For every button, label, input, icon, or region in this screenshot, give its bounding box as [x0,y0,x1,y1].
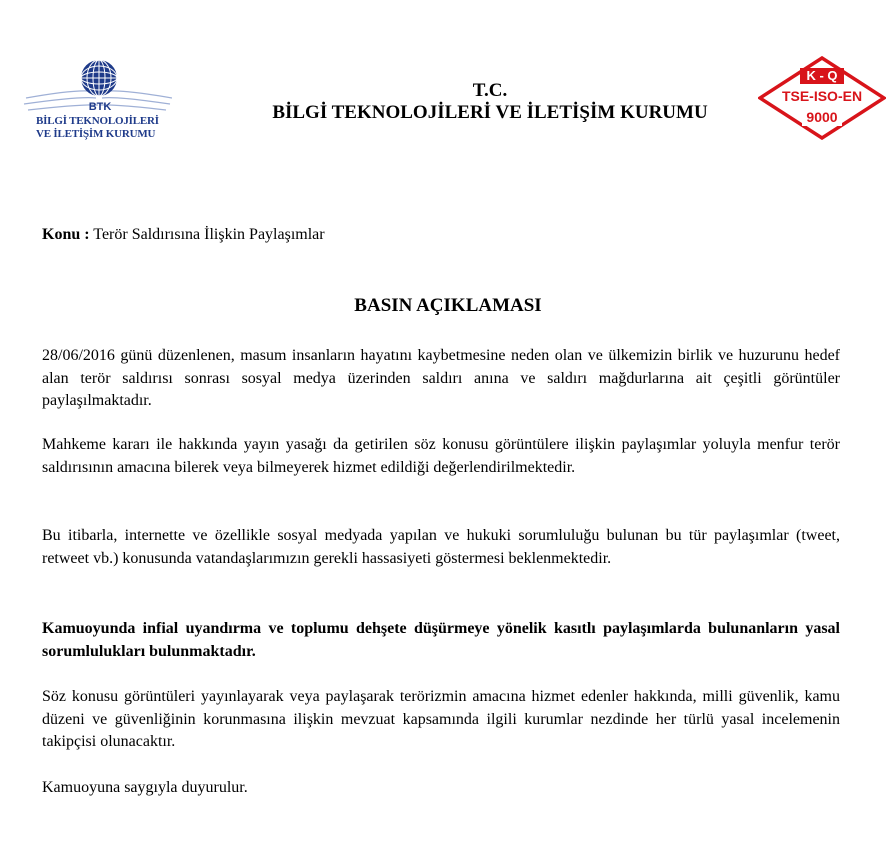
header-title-tc: T.C. [472,80,508,101]
document-title: BASIN AÇIKLAMASI [354,295,542,316]
paragraph-2: Mahkeme kararı ile hakkında yayın yasağı da getirilen söz konusu görüntülere ilişkin paylaşımlar yoluyla menfur terör saldırısının amacına bilerek veya bilmeyerek hizmet edildiği değerlendirilmektedir. [42,436,840,476]
paragraph-1: 28/06/2016 günü düzenlenen, masum insanların hayatını kaybetmesine neden olan ve ülkemizin birlik ve huzurunu hedef alan terör saldırısı sonrası sosyal medya üzerinden saldırı anına ve saldırı mağdurlarına ait çeşitli görüntüler paylaşılmaktadır. [42,347,840,409]
paragraph-3: Bu itibarla, internette ve özellikle sosyal medyada yapılan ve hukuki sorumluluğu bulunan bu tür paylaşımlar (tweet, retweet vb.) konusunda vatandaşlarımızın gerekli hassasiyeti göstermesi beklenmektedir. [42,527,840,567]
closing-line: Kamuoyuna saygıyla duyurulur. [42,779,248,796]
header-title-institution: BİLGİ TEKNOLOJİLERİ VE İLETİŞİM KURUMU [272,102,708,123]
header-title [200,80,780,124]
btk-logo [22,58,172,150]
tse-iso-certification-logo [758,56,886,140]
logo-abbr: BTK [88,101,112,113]
subject-text: Terör Saldırısına İlişkin Paylaşımlar [93,226,325,243]
cert-line3: 9000 [806,109,838,125]
subject-line [42,226,325,244]
subject-label: Konu : [42,226,90,243]
cert-line1: K - Q [806,68,838,83]
paragraph-4-bold: Kamuoyunda infial uyandırma ve toplumu dehşete düşürmeye yönelik kasıtlı paylaşımlarda bulunanların yasal sorumlulukları bulunmaktadır. [42,620,840,660]
logo-name-line2: VE İLETİŞİM KURUMU [36,128,156,140]
logo-name-line1: BİLGİ TEKNOLOJİLERİ [36,115,159,127]
logo-institution-name [36,115,176,141]
cert-line2: TSE-ISO-EN [781,88,863,104]
paragraph-5: Söz konusu görüntüleri yayınlayarak veya paylaşarak terörizmin amacına hizmet edenler hakkında, milli güvenlik, kamu düzeni ve güvenliğinin korunmasına ilişkin mevzuat kapsamında ilgili kurumlar nezdinde her türlü yasal incelemenin takipçisi olunacaktır. [42,688,840,750]
